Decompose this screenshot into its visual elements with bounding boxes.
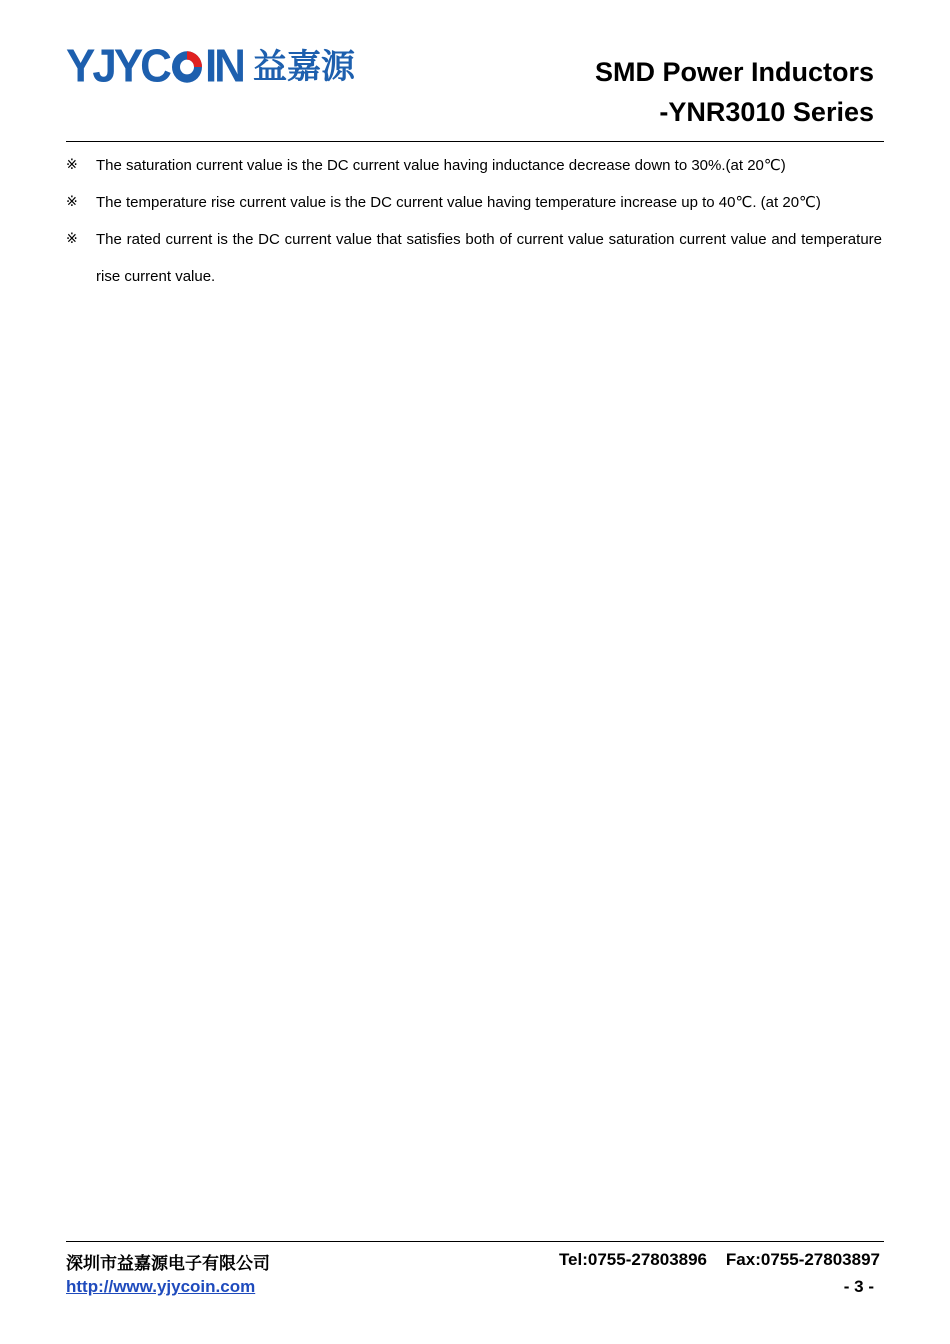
logo-chinese: 益嘉源 xyxy=(252,47,355,87)
footer-fax: Fax:0755-27803897 xyxy=(725,1250,880,1269)
document-title xyxy=(595,52,874,132)
website-link[interactable]: http://www.yjycoin.com xyxy=(66,1277,256,1296)
notes-list xyxy=(66,147,882,295)
note-item xyxy=(66,147,882,184)
footer-contact xyxy=(559,1250,880,1270)
note-item xyxy=(66,184,882,221)
logo-text-left: YJYC xyxy=(66,40,169,93)
reference-mark-icon: ※ xyxy=(66,157,78,173)
reference-mark-icon: ※ xyxy=(66,231,78,247)
footer-company-name: 深圳市益嘉源电子有限公司 xyxy=(66,1254,270,1274)
note-text: The temperature rise current value is the DC current value having temperature increase up to 40℃. (at 20℃) xyxy=(96,194,821,211)
footer-divider xyxy=(66,1241,884,1242)
title-line-2: -YNR3010 Series xyxy=(659,97,874,127)
logo-o-icon xyxy=(170,49,204,85)
company-logo xyxy=(66,40,355,93)
header-divider xyxy=(66,141,884,142)
page-number: - 3 - xyxy=(843,1277,874,1296)
note-text: The rated current is the DC current value that satisfies both of current value saturation current value and temperature rise current value. xyxy=(96,231,882,285)
footer-tel: Tel:0755-27803896 xyxy=(558,1250,708,1269)
reference-mark-icon: ※ xyxy=(66,194,78,210)
title-line-1: SMD Power Inductors xyxy=(594,57,874,87)
logo-text-right: IN xyxy=(204,40,243,93)
note-text: The saturation current value is the DC current value having inductance decrease down to 30%.(at 20℃) xyxy=(96,157,786,174)
note-item xyxy=(66,221,882,295)
logo-wordmark xyxy=(66,40,243,93)
